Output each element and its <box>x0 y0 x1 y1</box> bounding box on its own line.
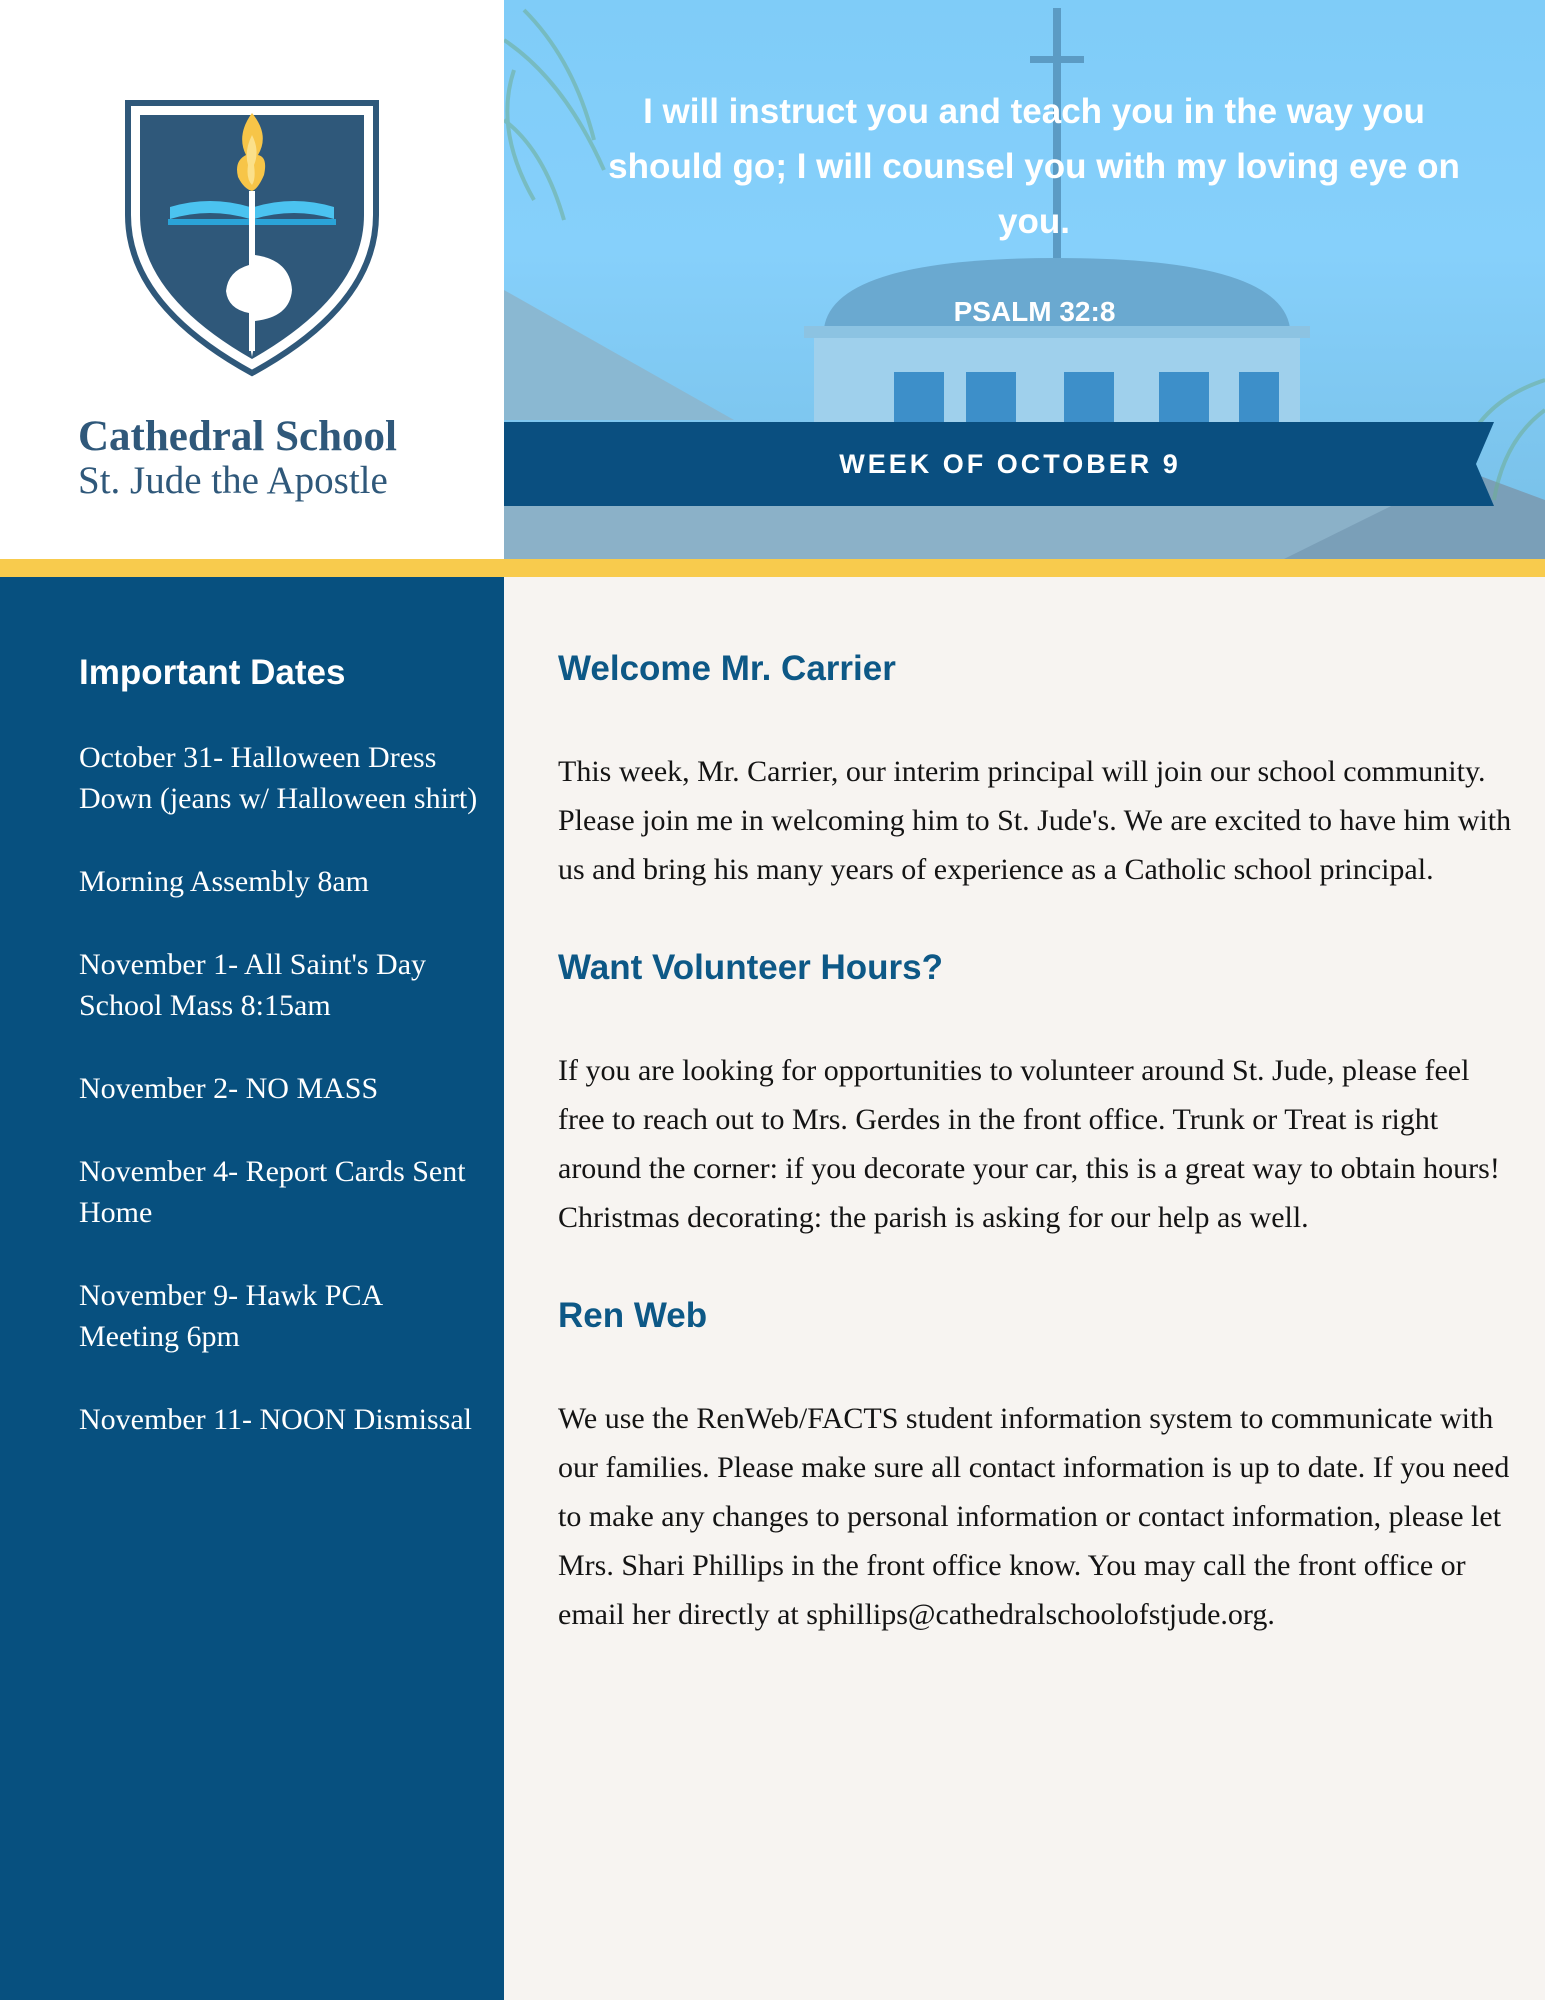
sidebar-title: Important Dates <box>79 653 346 692</box>
section-body <box>558 1394 1518 1639</box>
section-title: Want Volunteer Hours? <box>558 948 943 987</box>
section-title: Ren Web <box>558 1296 708 1335</box>
section-body <box>558 1046 1518 1242</box>
bible-verse: I will instruct you and teach you in the way you should go; I will counsel you with my loving eye on you. <box>608 92 1460 241</box>
gold-divider <box>0 559 1545 577</box>
date-item: November 9- Hawk PCA Meeting 6pm <box>79 1279 382 1353</box>
verse-reference: PSALM 32:8 <box>953 296 1116 327</box>
week-ribbon <box>504 422 1494 506</box>
date-item: November 4- Report Cards Sent Home <box>79 1155 466 1229</box>
date-item: Morning Assembly 8am <box>79 865 369 898</box>
logo-panel <box>0 0 504 559</box>
paragraph: Christmas decorating: the parish is asking for our help as well. <box>558 1201 1309 1234</box>
date-item: November 1- All Saint's Day School Mass 8:15am <box>79 948 427 1022</box>
main-content <box>558 577 1518 1693</box>
section-renweb <box>558 1296 1518 1639</box>
section-title: Welcome Mr. Carrier <box>558 649 896 688</box>
date-item: November 11- NOON Dismissal <box>79 1403 473 1436</box>
section-welcome <box>558 649 1518 894</box>
school-crest-icon <box>120 95 384 378</box>
paragraph: We use the RenWeb/FACTS student information system to communicate with our families. Please make sure all contact information is up to date. If you need to make any changes to personal information or contact information, please let Mrs. Shari Phillips in the front office know. You may call the front office or email her directly at sphillips@cathedralschoolofstjude.org. <box>558 1402 1510 1631</box>
section-body <box>558 747 1518 894</box>
section-volunteer <box>558 948 1518 1242</box>
school-subtitle: St. Jude the Apostle <box>78 459 388 502</box>
header-banner <box>504 0 1545 559</box>
paragraph: If you are looking for opportunities to volunteer around St. Jude, please feel free to reach out to Mrs. Gerdes in the front office. Trunk or Treat is right around the corner: if you decorate your car, this is a great way to obtain hours! <box>558 1054 1500 1185</box>
date-item: November 2- NO MASS <box>79 1072 379 1105</box>
week-label: WEEK OF OCTOBER 9 <box>839 449 1181 479</box>
paragraph: This week, Mr. Carrier, our interim principal will join our school community. Please join me in welcoming him to St. Jude's. We are excited to have him with us and bring his many years of experience as a Catholic school principal. <box>558 755 1512 886</box>
school-name: Cathedral School <box>78 413 397 460</box>
important-dates-sidebar <box>0 577 504 2000</box>
date-item: October 31- Halloween Dress Down (jeans w/ Halloween shirt) <box>79 741 478 815</box>
